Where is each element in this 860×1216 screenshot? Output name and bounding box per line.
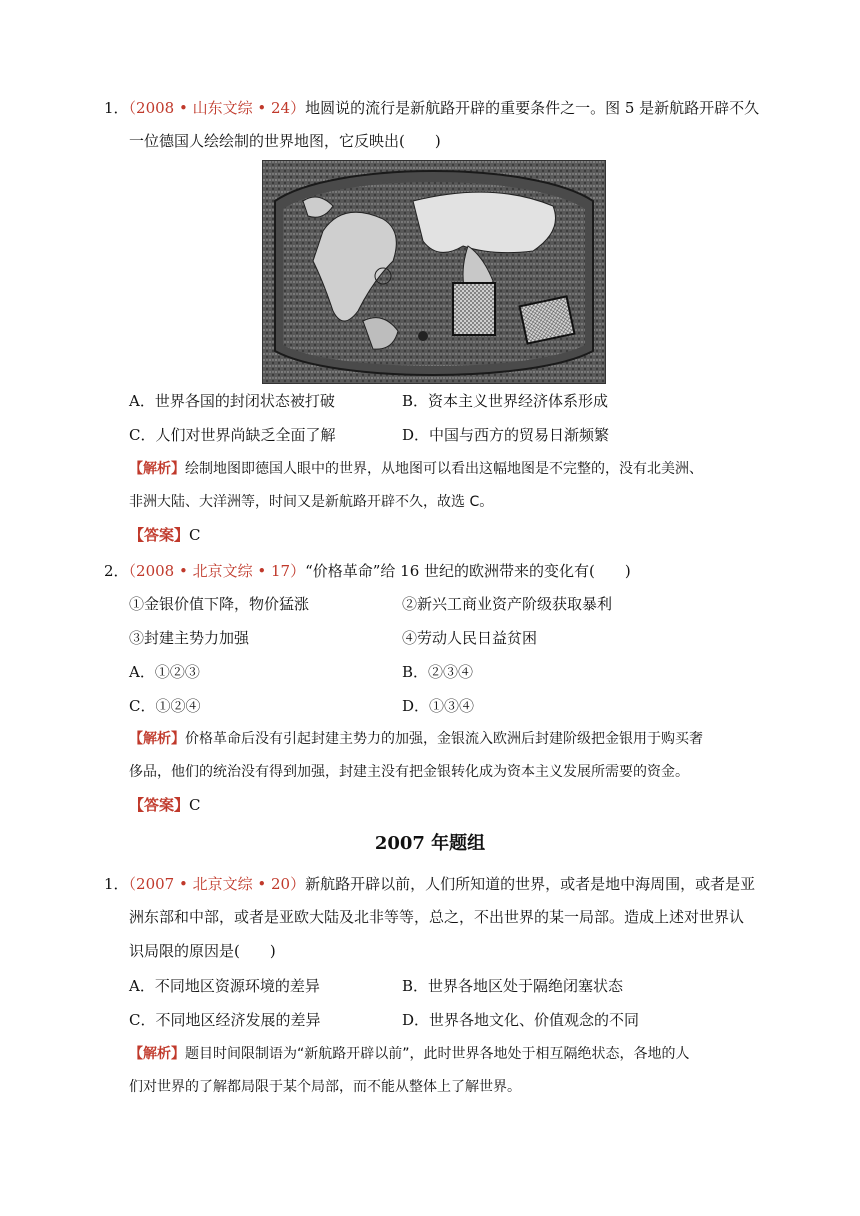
analysis-line2: 侈品，他们的统治没有得到加强，封建主没有把金银转化成为资本主义发展所需要的资金。: [129, 764, 689, 780]
option-D: D．①③④: [402, 697, 475, 715]
answer-tag: 【答案】: [129, 796, 190, 814]
question-number: 1．: [104, 875, 129, 893]
world-map-illustration: [263, 161, 605, 383]
question-source: （2007 • 北京文综 • 20）: [128, 875, 306, 893]
option-B: B．②③④: [402, 663, 474, 681]
option-A: A．世界各国的封闭状态被打破: [129, 392, 335, 410]
analysis-text: 价格革命后没有引起封建主势力的加强，金银流入欧洲后封建阶级把金银用于购买奢: [185, 731, 703, 747]
option-C: C．①②④: [129, 697, 201, 715]
answer-tag: 【答案】: [129, 526, 190, 544]
option-A: A．不同地区资源环境的差异: [129, 977, 320, 995]
option-B: B．世界各地区处于隔绝闭塞状态: [402, 977, 624, 995]
question-stem-line2: 洲东部和中部，或者是亚欧大陆及北非等等，总之，不出世界的某一局部。造成上述对世界认: [129, 908, 745, 926]
option-B: B．资本主义世界经济体系形成: [402, 392, 609, 410]
analysis-tag: 【解析】: [129, 731, 185, 747]
answer-value: C: [189, 796, 201, 814]
option-A: A．①②③: [129, 663, 200, 681]
question-stem: “价格革命”给 16 世纪的欧洲带来的变化有( ): [305, 562, 631, 580]
world-map-image: [262, 160, 606, 384]
answer: [129, 525, 201, 545]
analysis: [129, 1044, 690, 1064]
analysis: [129, 729, 703, 749]
statement-4: ④劳动人民日益贫困: [402, 629, 538, 647]
statement-2: ②新兴工商业资产阶级获取暴利: [402, 595, 613, 613]
question-1-2008: [104, 98, 759, 118]
question-stem-line2: 一位德国人绘绘制的世界地图，它反映出( ): [129, 132, 441, 150]
answer-value: C: [189, 526, 201, 544]
analysis-text: 绘制地图即德国人眼中的世界，从地图可以看出这幅地图是不完整的，没有北美洲、: [185, 461, 703, 477]
question-source: （2008 • 北京文综 • 17）: [128, 562, 306, 580]
section-heading: 2007 年题组: [374, 833, 486, 854]
analysis: [129, 459, 703, 479]
question-stem: 新航路开辟以前，人们所知道的世界，或者是地中海周围，或者是亚: [305, 875, 756, 893]
question-number: 2．: [104, 562, 129, 580]
statement-3: ③封建主势力加强: [129, 629, 250, 647]
answer: [129, 795, 201, 815]
question-source: （2008 • 山东文综 • 24）: [128, 99, 306, 117]
question-number: 1．: [104, 99, 129, 117]
question-2-2008: [104, 561, 631, 581]
question-1-2007: [104, 874, 755, 894]
analysis-tag: 【解析】: [129, 1046, 185, 1062]
analysis-tag: 【解析】: [129, 461, 185, 477]
option-D: D．中国与西方的贸易日渐频繁: [402, 426, 610, 444]
question-stem-line3: 识局限的原因是( ): [129, 942, 276, 960]
option-C: C．人们对世界尚缺乏全面了解: [129, 426, 336, 444]
statement-1: ①金银价值下降，物价猛涨: [129, 595, 310, 613]
analysis-line2: 非洲大陆、大洋洲等，时间又是新航路开辟不久，故选 C。: [129, 494, 494, 510]
question-stem: 地圆说的流行是新航路开辟的重要条件之一。图 5 是新航路开辟不久: [305, 99, 760, 117]
option-D: D．世界各地文化、价值观念的不同: [402, 1011, 640, 1029]
analysis-line2: 们对世界的了解都局限于某个局部，而不能从整体上了解世界。: [129, 1079, 521, 1095]
option-C: C．不同地区经济发展的差异: [129, 1011, 321, 1029]
analysis-text: 题目时间限制语为“新航路开辟以前”，此时世界各地处于相互隔绝状态，各地的人: [185, 1046, 690, 1062]
